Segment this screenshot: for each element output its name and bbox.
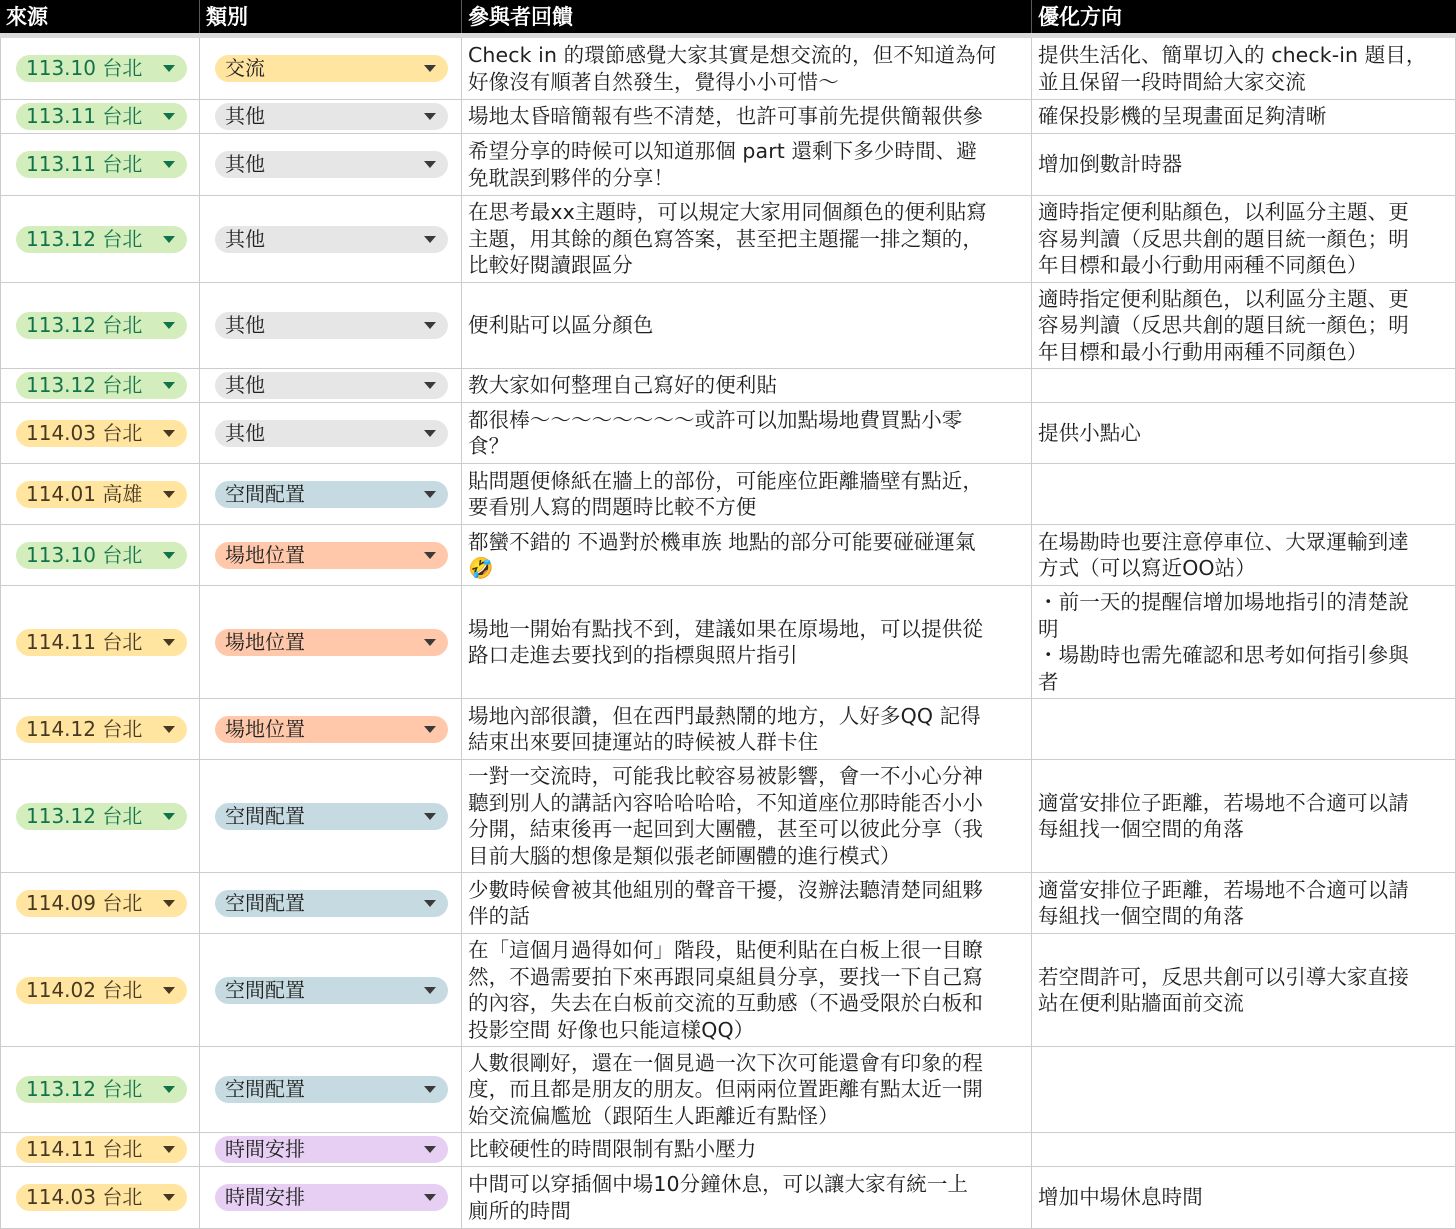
- source-cell[interactable]: [0, 934, 200, 1046]
- action-text: 適時指定便利貼顏色，以利區分主題、更 容易判讀（反思共創的題目統一顏色；明 年目標和最小行動用兩種不同顏色）: [1038, 200, 1409, 278]
- category-dropdown-chip[interactable]: [215, 803, 448, 830]
- dropdown-arrow-icon[interactable]: [163, 1194, 175, 1201]
- table-row: [0, 873, 1456, 934]
- table-row: [0, 1167, 1456, 1229]
- dropdown-arrow-icon[interactable]: [163, 322, 175, 329]
- source-dropdown-chip[interactable]: [16, 103, 187, 130]
- source-dropdown-chip[interactable]: [16, 803, 187, 830]
- source-cell[interactable]: [0, 403, 200, 463]
- source-cell[interactable]: [0, 464, 200, 524]
- source-value: 114.02 台北: [26, 977, 143, 1002]
- action-text: 提供小點心: [1038, 420, 1141, 445]
- source-cell[interactable]: [0, 100, 200, 133]
- feedback-text: 場地太昏暗簡報有些不清楚，也許可事前先提供簡報供參: [468, 104, 983, 129]
- source-dropdown-chip[interactable]: [16, 372, 187, 399]
- action-text: 提供生活化、簡單切入的 check-in 題目， 並且保留一段時間給大家交流: [1038, 43, 1427, 94]
- table-row: [0, 1133, 1456, 1167]
- feedback-text: 貼問題便條紙在牆上的部份，可能座位距離牆壁有點近， 要看別人寫的問題時比較不方便: [468, 468, 983, 519]
- source-cell[interactable]: [0, 369, 200, 402]
- source-dropdown-chip[interactable]: [16, 716, 187, 743]
- category-cell[interactable]: [200, 283, 462, 368]
- dropdown-arrow-icon[interactable]: [424, 726, 436, 733]
- header-row: [0, 0, 1456, 33]
- category-dropdown-chip[interactable]: [215, 1184, 448, 1211]
- dropdown-arrow-icon[interactable]: [424, 1146, 436, 1153]
- feedback-text: 一對一交流時，可能我比較容易被影響，會一不小心分神 聽到別人的講話內容哈哈哈哈，不知道座位那時能否小小 分開，結束後再一起回到大團體，甚至可以彼此分享（我 目前大腦的想像是類似張老師團體的進行模式）: [468, 764, 983, 868]
- dropdown-arrow-icon[interactable]: [424, 900, 436, 907]
- source-value: 114.03 台北: [26, 1185, 143, 1209]
- action-cell[interactable]: [1032, 699, 1456, 759]
- dropdown-arrow-icon[interactable]: [163, 987, 175, 994]
- category-dropdown-chip[interactable]: [215, 716, 448, 743]
- feedback-cell[interactable]: [462, 1133, 1032, 1166]
- category-dropdown-chip[interactable]: [215, 542, 448, 569]
- feedback-text: 場地一開始有點找不到，建議如果在原場地，可以提供從 路口走進去要找到的指標與照片指引: [468, 616, 983, 667]
- category-dropdown-chip[interactable]: [215, 1136, 448, 1163]
- source-dropdown-chip[interactable]: [16, 1184, 187, 1211]
- source-value: 114.03 台北: [26, 420, 143, 445]
- feedback-cell[interactable]: [462, 196, 1032, 282]
- feedback-text: 便利貼可以區分顏色: [468, 313, 654, 338]
- source-dropdown-chip[interactable]: [16, 226, 187, 253]
- action-text: 適當安排位子距離，若場地不合適可以請 每組找一個空間的角落: [1038, 877, 1409, 928]
- category-dropdown-chip[interactable]: [215, 372, 448, 399]
- source-value: 114.09 台北: [26, 890, 143, 915]
- table-row: [0, 369, 1456, 403]
- category-dropdown-chip[interactable]: [215, 890, 448, 917]
- source-value: 113.12 台北: [26, 803, 143, 828]
- table-row: [0, 100, 1456, 134]
- table-row: [0, 760, 1456, 873]
- dropdown-arrow-icon[interactable]: [424, 987, 436, 994]
- source-value: 113.11 台北: [26, 104, 143, 128]
- category-cell[interactable]: [200, 403, 462, 463]
- action-cell[interactable]: [1032, 586, 1456, 698]
- category-value: 其他: [225, 152, 265, 176]
- category-dropdown-chip[interactable]: [215, 977, 448, 1004]
- category-value: 場地位置: [225, 629, 305, 654]
- action-text: 在場勘時也要注意停車位、大眾運輸到達 方式（可以寫近OO站）: [1038, 529, 1409, 580]
- header-source[interactable]: 來源: [0, 0, 200, 33]
- table-row: [0, 934, 1456, 1047]
- category-cell[interactable]: [200, 1167, 462, 1228]
- action-cell[interactable]: [1032, 283, 1456, 368]
- feedback-cell[interactable]: [462, 760, 1032, 872]
- category-value: 空間配置: [225, 1077, 305, 1101]
- source-cell[interactable]: [0, 134, 200, 195]
- category-value: 交流: [225, 56, 265, 80]
- category-value: 空間配置: [225, 481, 305, 506]
- source-dropdown-chip[interactable]: [16, 420, 187, 447]
- dropdown-arrow-icon[interactable]: [424, 382, 436, 389]
- feedback-cell[interactable]: [462, 100, 1032, 133]
- action-cell[interactable]: [1032, 525, 1456, 585]
- category-cell[interactable]: [200, 586, 462, 698]
- table-row: [0, 464, 1456, 525]
- feedback-text: 人數很剛好，還在一個見過一次下次可能還會有印象的程 度，而且都是朋友的朋友。但兩兩位置距離有點太近一開 始交流偏尷尬（跟陌生人距離近有點怪）: [468, 1050, 983, 1128]
- source-cell[interactable]: [0, 1047, 200, 1132]
- source-dropdown-chip[interactable]: [16, 1136, 187, 1163]
- source-dropdown-chip[interactable]: [16, 55, 187, 82]
- feedback-text: 希望分享的時候可以知道那個 part 還剩下多少時間、避 免耽誤到夥伴的分享！: [468, 139, 977, 190]
- header-feedback[interactable]: 參與者回饋: [462, 0, 1032, 33]
- category-dropdown-chip[interactable]: [215, 629, 448, 656]
- dropdown-arrow-icon[interactable]: [163, 813, 175, 820]
- table-row: [0, 1047, 1456, 1133]
- header-category[interactable]: 類別: [200, 0, 462, 33]
- source-cell[interactable]: [0, 1133, 200, 1166]
- dropdown-arrow-icon[interactable]: [163, 161, 175, 168]
- category-cell[interactable]: [200, 1133, 462, 1166]
- source-dropdown-chip[interactable]: [16, 312, 187, 339]
- source-value: 113.11 台北: [26, 152, 143, 176]
- source-cell[interactable]: [0, 873, 200, 933]
- action-cell[interactable]: [1032, 1133, 1456, 1166]
- source-value: 113.10 台北: [26, 542, 143, 567]
- source-dropdown-chip[interactable]: [16, 151, 187, 178]
- category-cell[interactable]: [200, 100, 462, 133]
- feedback-cell[interactable]: [462, 38, 1032, 99]
- table-row: [0, 196, 1456, 283]
- source-cell[interactable]: [0, 38, 200, 99]
- source-value: 113.12 台北: [26, 226, 143, 251]
- dropdown-arrow-icon[interactable]: [163, 639, 175, 646]
- dropdown-arrow-icon[interactable]: [163, 382, 175, 389]
- feedback-text: 場地內部很讚，但在西門最熱鬧的地方，人好多QQ 記得 結束出來要回捷運站的時候被人群卡住: [468, 703, 981, 754]
- feedback-cell[interactable]: [462, 1167, 1032, 1228]
- table-row: [0, 283, 1456, 369]
- source-cell[interactable]: [0, 699, 200, 759]
- dropdown-arrow-icon[interactable]: [163, 900, 175, 907]
- table-row: [0, 38, 1456, 100]
- category-dropdown-chip[interactable]: [215, 151, 448, 178]
- source-value: 113.12 台北: [26, 373, 143, 397]
- action-cell[interactable]: [1032, 196, 1456, 282]
- feedback-cell[interactable]: [462, 283, 1032, 368]
- category-value: 其他: [225, 420, 265, 445]
- source-value: 114.11 台北: [26, 1137, 143, 1161]
- source-cell[interactable]: [0, 760, 200, 872]
- action-cell[interactable]: [1032, 134, 1456, 195]
- category-value: 其他: [225, 313, 265, 337]
- feedback-text: 少數時候會被其他組別的聲音干擾，沒辦法聽清楚同組夥 伴的話: [468, 877, 983, 928]
- action-cell[interactable]: [1032, 760, 1456, 872]
- feedback-cell[interactable]: [462, 464, 1032, 524]
- action-cell[interactable]: [1032, 873, 1456, 933]
- feedback-text: 中間可以穿插個中場10分鐘休息，可以讓大家有統一上 廁所的時間: [468, 1172, 969, 1223]
- source-value: 113.12 台北: [26, 1077, 143, 1101]
- feedback-text: 都很棒～～～～～～～～或許可以加點場地費買點小零 食？: [468, 407, 963, 458]
- feedback-cell[interactable]: [462, 369, 1032, 402]
- category-cell[interactable]: [200, 369, 462, 402]
- table-row: [0, 699, 1456, 760]
- dropdown-arrow-icon[interactable]: [424, 813, 436, 820]
- action-cell[interactable]: [1032, 934, 1456, 1046]
- source-cell[interactable]: [0, 283, 200, 368]
- category-cell[interactable]: [200, 38, 462, 99]
- category-cell[interactable]: [200, 464, 462, 524]
- source-dropdown-chip[interactable]: [16, 629, 187, 656]
- action-text: 增加中場休息時間: [1038, 1185, 1203, 1210]
- table-body: [0, 38, 1456, 1229]
- category-dropdown-chip[interactable]: [215, 226, 448, 253]
- feedback-cell[interactable]: [462, 134, 1032, 195]
- dropdown-arrow-icon[interactable]: [163, 552, 175, 559]
- action-text: 若空間許可，反思共創可以引導大家直接 站在便利貼牆面前交流: [1038, 964, 1409, 1015]
- source-dropdown-chip[interactable]: [16, 977, 187, 1004]
- category-value: 其他: [225, 373, 265, 397]
- source-value: 114.12 台北: [26, 716, 143, 741]
- dropdown-arrow-icon[interactable]: [424, 491, 436, 498]
- feedback-text: Check in 的環節感覺大家其實是想交流的，但不知道為何 好像沒有順著自然發生，覺得小小可惜～: [468, 43, 997, 94]
- action-text: 確保投影機的呈現畫面足夠清晰: [1038, 104, 1327, 129]
- header-action[interactable]: 優化方向: [1038, 5, 1122, 29]
- category-dropdown-chip[interactable]: [215, 55, 448, 82]
- category-value: 時間安排: [225, 1137, 305, 1161]
- action-text: 適當安排位子距離，若場地不合適可以請 每組找一個空間的角落: [1038, 790, 1409, 841]
- table-row: [0, 134, 1456, 196]
- dropdown-arrow-icon[interactable]: [424, 236, 436, 243]
- table-row: [0, 403, 1456, 464]
- category-value: 場地位置: [225, 542, 305, 567]
- feedback-cell[interactable]: [462, 525, 1032, 585]
- source-cell[interactable]: [0, 525, 200, 585]
- table-row: [0, 586, 1456, 699]
- dropdown-arrow-icon[interactable]: [163, 113, 175, 120]
- source-cell[interactable]: [0, 196, 200, 282]
- category-cell[interactable]: [200, 134, 462, 195]
- feedback-cell[interactable]: [462, 1047, 1032, 1132]
- category-cell[interactable]: [200, 873, 462, 933]
- source-value: 113.12 台北: [26, 313, 143, 337]
- feedback-cell[interactable]: [462, 403, 1032, 463]
- action-cell[interactable]: [1032, 464, 1456, 524]
- dropdown-arrow-icon[interactable]: [424, 639, 436, 646]
- dropdown-arrow-icon[interactable]: [424, 113, 436, 120]
- source-value: 113.10 台北: [26, 56, 143, 80]
- source-value: 114.01 高雄: [26, 481, 143, 506]
- category-dropdown-chip[interactable]: [215, 481, 448, 508]
- dropdown-arrow-icon[interactable]: [163, 65, 175, 72]
- feedback-cell[interactable]: [462, 586, 1032, 698]
- category-value: 其他: [225, 226, 265, 251]
- dropdown-arrow-icon[interactable]: [424, 1194, 436, 1201]
- source-value: 114.11 台北: [26, 629, 143, 654]
- dropdown-arrow-icon[interactable]: [163, 1146, 175, 1153]
- feedback-cell[interactable]: [462, 699, 1032, 759]
- feedback-text: 教大家如何整理自己寫好的便利貼: [468, 373, 777, 398]
- action-cell[interactable]: [1032, 38, 1456, 99]
- dropdown-arrow-icon[interactable]: [163, 1086, 175, 1093]
- feedback-cell[interactable]: [462, 934, 1032, 1046]
- dropdown-arrow-icon[interactable]: [163, 726, 175, 733]
- feedback-text: 比較硬性的時間限制有點小壓力: [468, 1137, 757, 1162]
- category-cell[interactable]: [200, 699, 462, 759]
- category-dropdown-chip[interactable]: [215, 312, 448, 339]
- category-cell[interactable]: [200, 525, 462, 585]
- action-cell[interactable]: [1032, 1047, 1456, 1132]
- dropdown-arrow-icon[interactable]: [424, 322, 436, 329]
- category-value: 時間安排: [225, 1185, 305, 1209]
- category-cell[interactable]: [200, 934, 462, 1046]
- category-value: 空間配置: [225, 977, 305, 1002]
- action-cell[interactable]: [1032, 369, 1456, 402]
- source-cell[interactable]: [0, 1167, 200, 1228]
- action-text: ・前一天的提醒信增加場地指引的清楚說 明 ・場勘時也需先確認和思考如何指引參與 者: [1038, 590, 1409, 694]
- dropdown-arrow-icon[interactable]: [424, 161, 436, 168]
- category-dropdown-chip[interactable]: [215, 103, 448, 130]
- action-cell[interactable]: [1032, 100, 1456, 133]
- category-dropdown-chip[interactable]: [215, 420, 448, 447]
- action-cell[interactable]: [1032, 403, 1456, 463]
- dropdown-arrow-icon[interactable]: [163, 491, 175, 498]
- feedback-text: 都蠻不錯的 不過對於機車族 地點的部分可能要碰碰運氣 🤣: [468, 529, 976, 580]
- source-dropdown-chip[interactable]: [16, 890, 187, 917]
- dropdown-arrow-icon[interactable]: [424, 552, 436, 559]
- category-value: 場地位置: [225, 716, 305, 741]
- category-cell[interactable]: [200, 1047, 462, 1132]
- category-value: 其他: [225, 104, 265, 128]
- category-cell[interactable]: [200, 760, 462, 872]
- category-cell[interactable]: [200, 196, 462, 282]
- dropdown-arrow-icon[interactable]: [163, 430, 175, 437]
- source-cell[interactable]: [0, 586, 200, 698]
- category-dropdown-chip[interactable]: [215, 1076, 448, 1103]
- table-row: [0, 525, 1456, 586]
- dropdown-arrow-icon[interactable]: [424, 65, 436, 72]
- source-dropdown-chip[interactable]: [16, 1076, 187, 1103]
- dropdown-arrow-icon[interactable]: [424, 430, 436, 437]
- dropdown-arrow-icon[interactable]: [163, 236, 175, 243]
- dropdown-arrow-icon[interactable]: [424, 1086, 436, 1093]
- feedback-text: 在「這個月過得如何」階段，貼便利貼在白板上很一目瞭 然，不過需要拍下來再跟同桌組員分享，要找一下自己寫 的內容，失去在白板前交流的互動感（不過受限於白板和 投影空間 好像也只能這樣QQ）: [468, 938, 983, 1042]
- action-text: 增加倒數計時器: [1038, 152, 1183, 177]
- action-cell[interactable]: [1032, 1167, 1456, 1228]
- feedback-text: 在思考最xx主題時，可以規定大家用同個顏色的便利貼寫 主題，用其餘的顏色寫答案，甚至把主題擺一排之類的， 比較好閱讀跟區分: [468, 200, 987, 278]
- feedback-cell[interactable]: [462, 873, 1032, 933]
- source-dropdown-chip[interactable]: [16, 481, 187, 508]
- category-value: 空間配置: [225, 803, 305, 828]
- action-text: 適時指定便利貼顏色，以利區分主題、更 容易判讀（反思共創的題目統一顏色；明 年目標和最小行動用兩種不同顏色）: [1038, 286, 1409, 364]
- source-dropdown-chip[interactable]: [16, 542, 187, 569]
- category-value: 空間配置: [225, 890, 305, 915]
